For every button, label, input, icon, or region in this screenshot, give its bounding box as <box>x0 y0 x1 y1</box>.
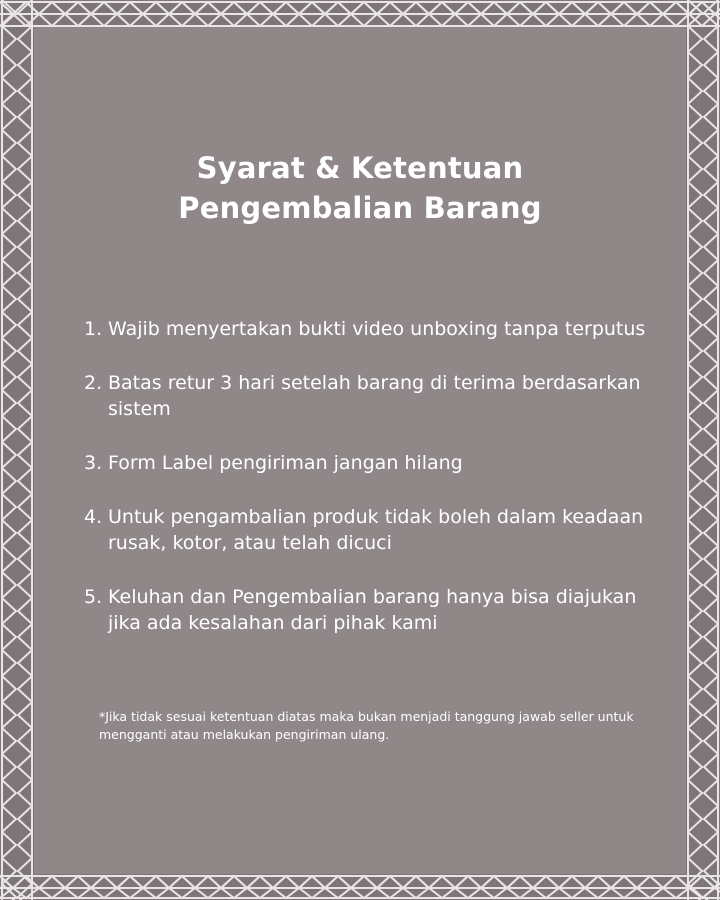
title-line-1: Syarat & Ketentuan <box>196 151 524 185</box>
term-number: 1. <box>84 318 103 340</box>
term-text: Batas retur 3 hari setelah barang di terima berdasarkan sistem <box>108 372 641 420</box>
title-line-2: Pengembalian Barang <box>178 191 542 225</box>
term-item <box>84 316 664 342</box>
term-text: Untuk pengambalian produk tidak boleh dalam keadaan rusak, kotor, atau telah dicuci <box>108 506 644 554</box>
term-text: Wajib menyertakan bukti video unboxing tanpa terputus <box>108 318 646 340</box>
term-number: 2. <box>84 372 103 394</box>
term-item <box>84 450 664 476</box>
term-item <box>84 370 664 422</box>
term-item <box>84 504 664 556</box>
term-text: Keluhan dan Pengembalian barang hanya bisa diajukan jika ada kesalahan dari pihak kami <box>108 586 637 634</box>
term-number: 4. <box>84 506 103 528</box>
term-number: 5. <box>84 586 103 608</box>
page-title <box>0 148 720 228</box>
footnote: *Jika tidak sesuai ketentuan diatas maka bukan menjadi tanggung jawab seller untuk mengganti atau melakukan pengiriman ulang. <box>99 709 634 742</box>
term-number: 3. <box>84 452 103 474</box>
term-item <box>84 584 664 636</box>
terms-list <box>84 316 664 664</box>
term-text: Form Label pengiriman jangan hilang <box>108 452 463 474</box>
